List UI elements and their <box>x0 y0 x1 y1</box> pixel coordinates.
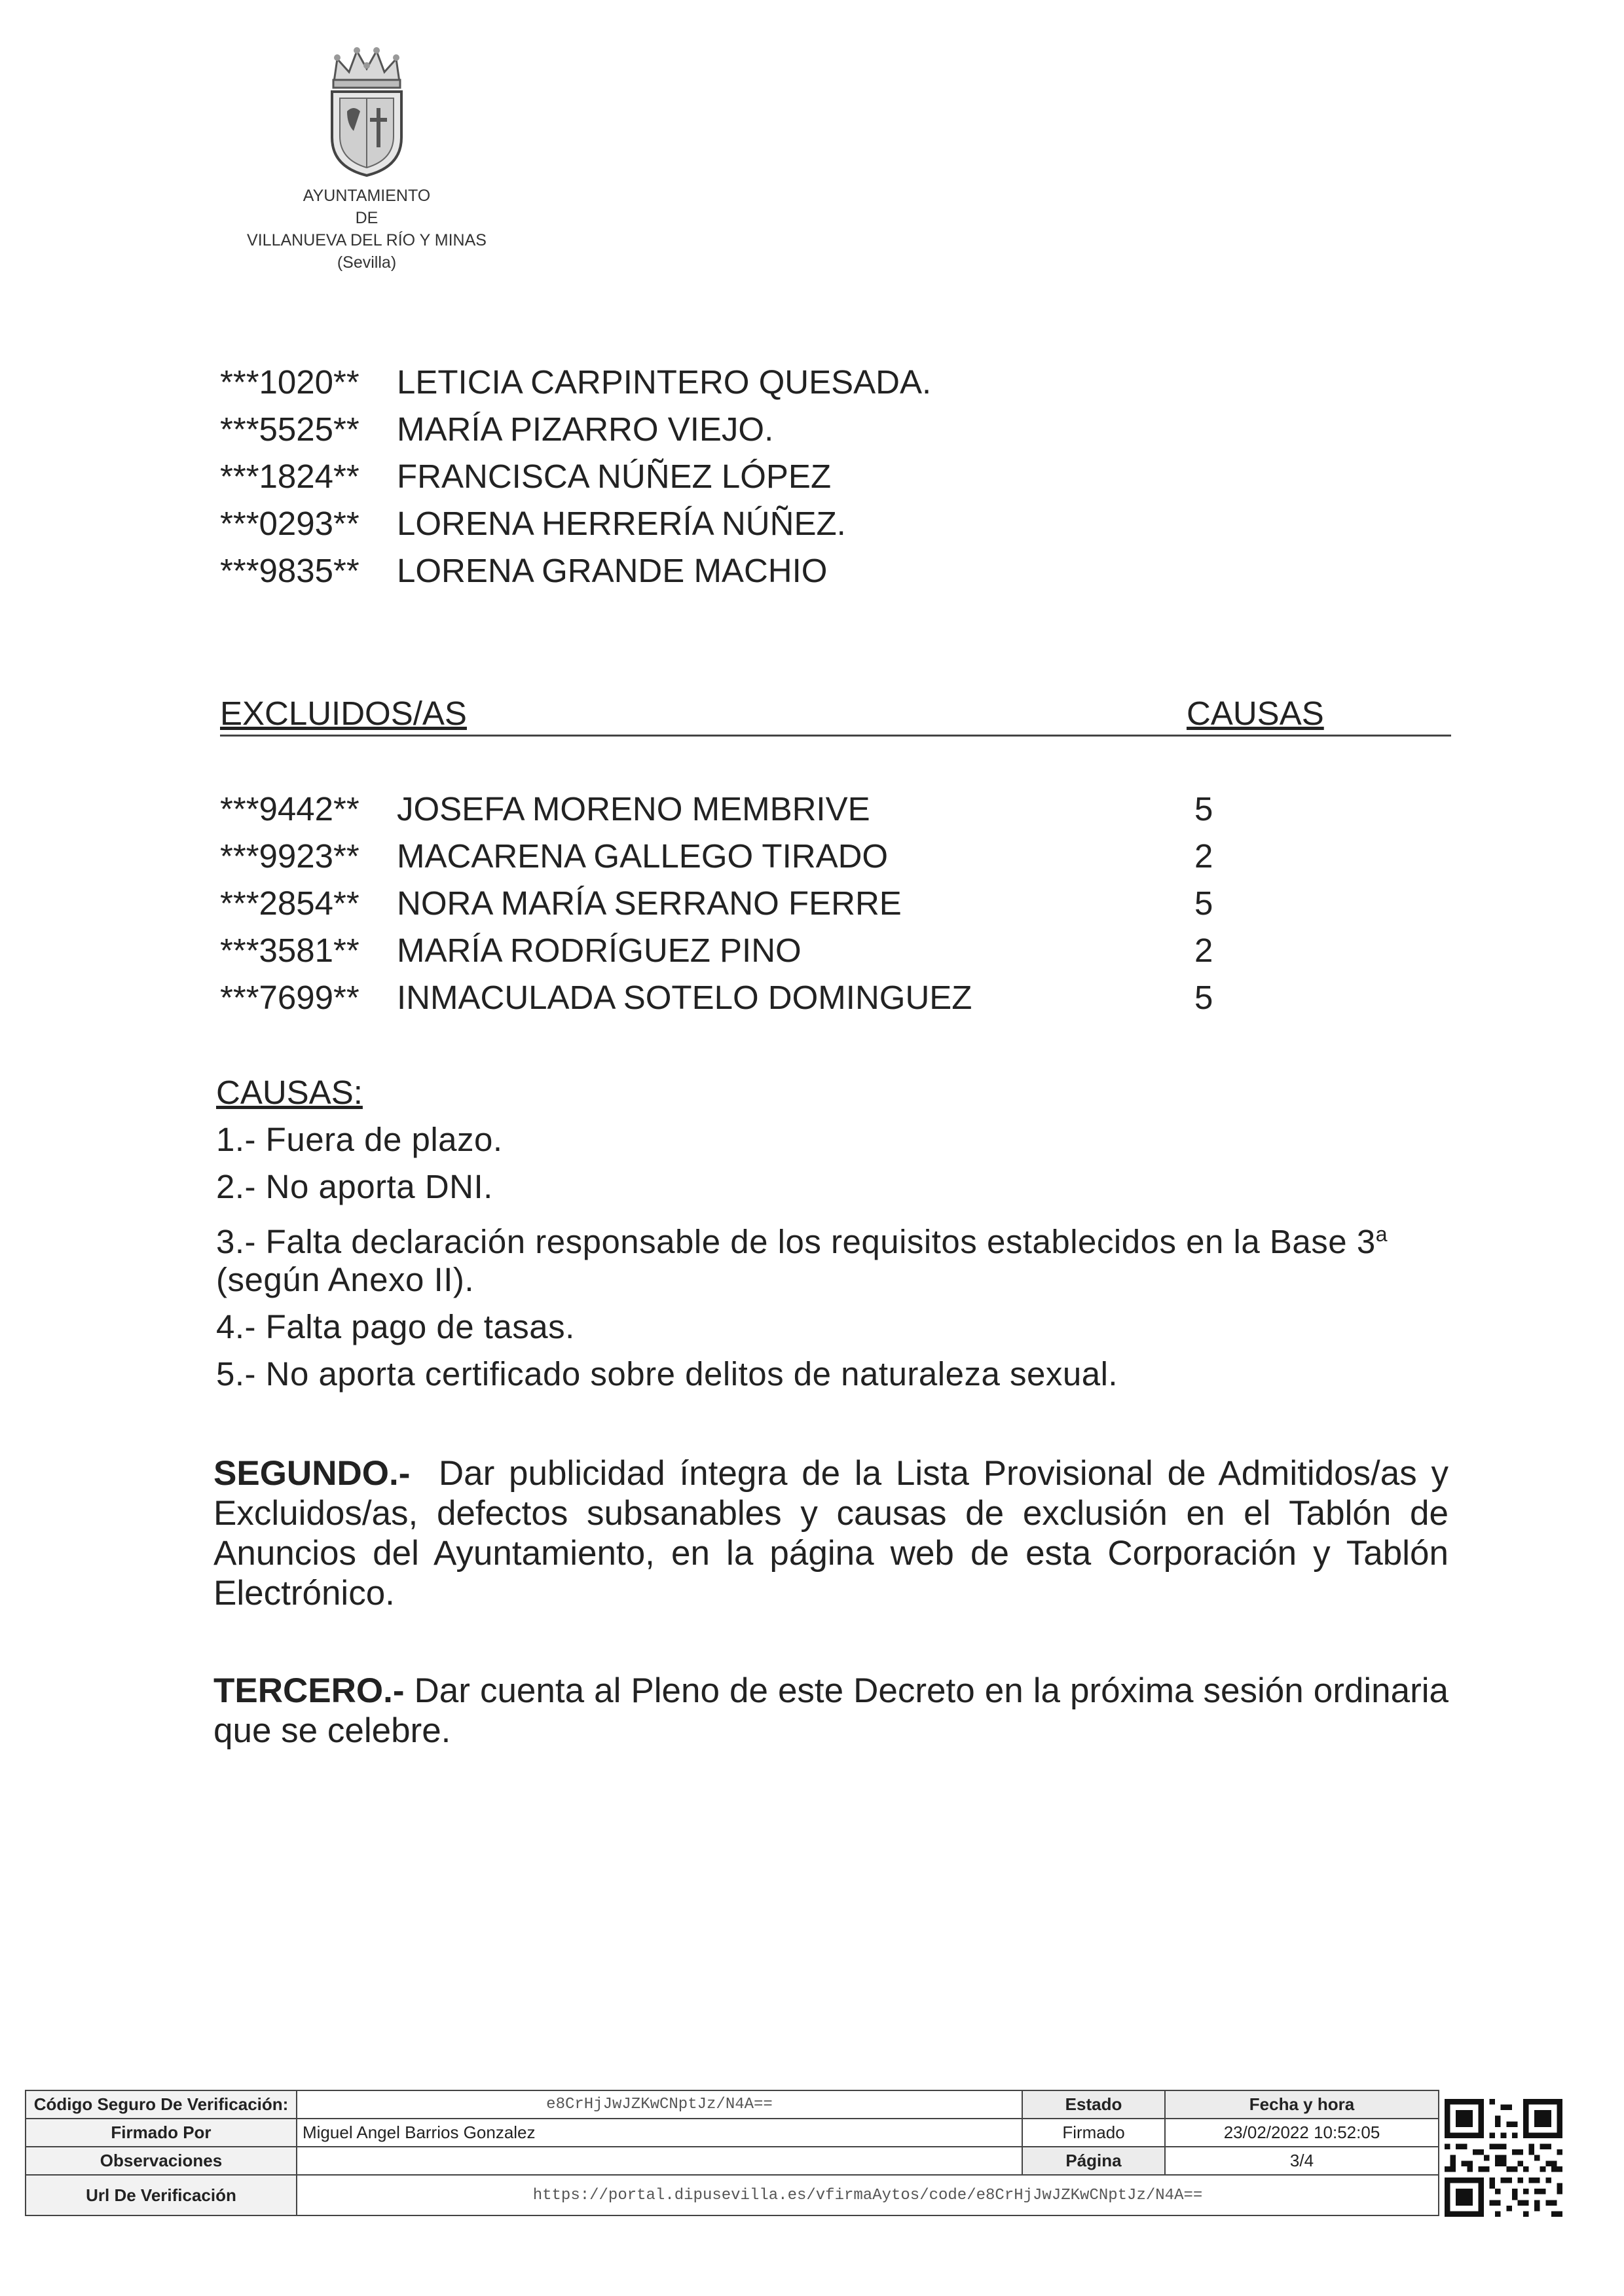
exclusion-cause: 5 <box>1194 790 1213 828</box>
tercero-label: TERCERO.- <box>213 1671 405 1710</box>
person-name: MARÍA RODRÍGUEZ PINO <box>397 932 802 969</box>
person-id: ***0293** <box>220 505 360 542</box>
person-id: ***1020** <box>220 363 360 401</box>
town-line-4: (Sevilla) <box>337 253 397 272</box>
cause-3-text: 3.- Falta declaración responsable de los requisitos establecidos en la Base 3 <box>216 1223 1376 1260</box>
pagina-label: Página <box>1022 2147 1165 2175</box>
causes-legend <box>216 1074 1454 1402</box>
person-id: ***5525** <box>220 410 360 448</box>
url-label: Url De Verificación <box>26 2175 297 2215</box>
person-name: MARÍA PIZARRO VIEJO. <box>397 410 774 448</box>
person-id: ***3581** <box>220 932 360 969</box>
causes-column-title: CAUSAS <box>1187 695 1324 732</box>
signer-name: Miguel Angel Barrios Gonzalez <box>297 2119 1022 2147</box>
firmado-label: Firmado Por <box>26 2119 297 2147</box>
csv-label: Código Seguro De Verificación: <box>26 2090 297 2119</box>
person-name: NORA MARÍA SERRANO FERRE <box>397 884 902 922</box>
person-id: ***2854** <box>220 884 360 922</box>
cause-3-superscript: a <box>1375 1222 1388 1246</box>
person-name: INMACULADA SOTELO DOMINGUEZ <box>397 979 972 1016</box>
person-id: ***1824** <box>220 458 360 495</box>
estado-value: Firmado <box>1022 2119 1165 2147</box>
person-id: ***9923** <box>220 837 360 875</box>
signature-table <box>25 2090 1439 2216</box>
segundo-text: Dar publicidad íntegra de la Lista Provisional de Admitidos/as y Excluidos/as, defectos subsanables y causas de exclusión en el Tablón de Anuncios del Ayuntamiento, en la página web de esta Corporación y Tablón Electrónico. <box>213 1454 1449 1613</box>
signature-verification-box <box>25 2090 1439 2216</box>
cause-4: 4.- Falta pago de tasas. <box>216 1308 575 1345</box>
coat-of-arms-icon <box>324 46 409 177</box>
person-name: MACARENA GALLEGO TIRADO <box>397 837 889 875</box>
cause-3 <box>216 1215 1454 1261</box>
town-line-2: DE <box>355 209 378 227</box>
estado-label: Estado <box>1022 2090 1165 2119</box>
fecha-value: 23/02/2022 10:52:05 <box>1165 2119 1439 2147</box>
exclusion-cause: 2 <box>1194 837 1213 875</box>
person-name: JOSEFA MORENO MEMBRIVE <box>397 790 870 828</box>
verification-url[interactable]: https://portal.dipusevilla.es/vfirmaAytos/code/e8CrHjJwJZKwCNptJz/N4A== <box>297 2175 1439 2215</box>
letterhead <box>223 46 511 274</box>
excluded-header <box>220 694 1451 737</box>
csv-value: e8CrHjJwJZKwCNptJz/N4A== <box>297 2090 1022 2119</box>
person-id: ***9835** <box>220 552 360 589</box>
person-id: ***9442** <box>220 790 360 828</box>
town-line-1: AYUNTAMIENTO <box>303 187 431 205</box>
segundo-paragraph <box>213 1453 1449 1613</box>
exclusion-cause: 2 <box>1194 932 1213 969</box>
person-name: FRANCISCA NÚÑEZ LÓPEZ <box>397 458 832 495</box>
person-name: LETICIA CARPINTERO QUESADA. <box>397 363 932 401</box>
fecha-label: Fecha y hora <box>1165 2090 1439 2119</box>
person-id: ***7699** <box>220 979 360 1016</box>
tercero-paragraph <box>213 1671 1449 1751</box>
qr-code-icon <box>1445 2099 1562 2217</box>
person-name: LORENA GRANDE MACHIO <box>397 552 828 589</box>
tercero-text: Dar cuenta al Pleno de este Decreto en la próxima sesión ordinaria que se celebre. <box>213 1671 1449 1750</box>
causes-title: CAUSAS: <box>216 1074 363 1111</box>
exclusion-cause: 5 <box>1194 884 1213 922</box>
town-line-3: VILLANUEVA DEL RÍO Y MINAS <box>247 231 487 249</box>
cause-2: 2.- No aporta DNI. <box>216 1168 493 1205</box>
cause-1: 1.- Fuera de plazo. <box>216 1121 503 1158</box>
exclusion-cause: 5 <box>1194 979 1213 1016</box>
cause-5: 5.- No aporta certificado sobre delitos de naturaleza sexual. <box>216 1355 1118 1393</box>
segundo-label: SEGUNDO.- <box>213 1454 411 1493</box>
observaciones-value <box>297 2147 1022 2175</box>
pagina-value: 3/4 <box>1165 2147 1439 2175</box>
excluded-title: EXCLUIDOS/AS <box>220 695 467 732</box>
observaciones-label: Observaciones <box>26 2147 297 2175</box>
person-name: LORENA HERRERÍA NÚÑEZ. <box>397 505 846 542</box>
cause-3-continuation: (según Anexo II). <box>216 1261 475 1298</box>
